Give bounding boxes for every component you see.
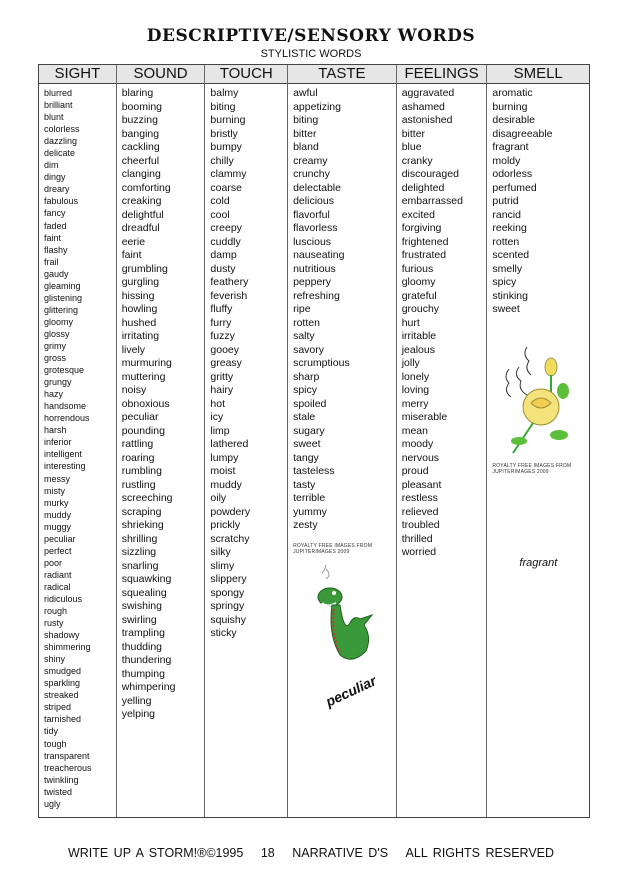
word-item: rusty [44, 618, 64, 629]
word-item: lonely [401, 370, 430, 383]
word-item: radiant [44, 569, 72, 580]
image-caption: fragrant [519, 557, 558, 569]
image-caption: peculiar [323, 672, 379, 710]
word-item: treacherous [44, 762, 92, 773]
column-header: SIGHT [39, 65, 116, 84]
word-item: frightened [401, 235, 449, 248]
word-item: nutritious [293, 262, 336, 275]
word-item: hot [210, 397, 225, 410]
word-item: colorless [44, 124, 80, 135]
word-item: coarse [210, 181, 242, 194]
word-item: spicy [492, 276, 517, 288]
word-item: moody [401, 438, 434, 450]
word-item: streaked [44, 690, 79, 701]
word-item: screeching [121, 492, 173, 504]
word-item: moldy [492, 154, 521, 167]
word-item: silky [210, 546, 231, 558]
word-item: rotten [293, 316, 320, 329]
word-item: slippery [210, 573, 247, 585]
column-sight [39, 65, 117, 817]
word-item: transparent [44, 750, 90, 761]
word-item: thrilled [401, 532, 433, 545]
column-header: FEELINGS [397, 65, 487, 84]
word-item: flavorless [293, 222, 338, 234]
word-item: messy [44, 473, 71, 484]
word-item: fuzzy [210, 330, 235, 342]
image-credit: ROYALTY FREE IMAGES FROM JUPITERIMAGES 2009 [293, 543, 373, 555]
word-item: yummy [293, 505, 327, 518]
column-header: TOUCH [205, 65, 287, 84]
word-item: spoiled [293, 397, 327, 410]
word-item: grouchy [401, 303, 440, 315]
word-item: peculiar [121, 411, 159, 423]
word-item: twinkling [44, 774, 79, 785]
word-item: tidy [44, 726, 59, 737]
rose-illustration [497, 345, 577, 460]
word-item: horrendous [44, 413, 90, 424]
word-item: hissing [121, 289, 155, 302]
word-item: hazy [44, 389, 64, 400]
word-item: cool [210, 208, 230, 221]
word-item: excited [401, 208, 435, 221]
column-touch [205, 65, 288, 817]
word-item: bitter [293, 127, 317, 140]
word-item: swishing [121, 600, 162, 612]
footer-copyright: WRITE UP A STORM!®©1995 [67, 846, 244, 860]
word-item: thudding [121, 640, 163, 653]
word-item: biting [210, 100, 236, 113]
word-item: sticky [210, 627, 237, 639]
word-item: inferior [44, 437, 72, 448]
word-item: peppery [293, 276, 332, 288]
word-item: rustling [121, 478, 156, 491]
word-item: delightful [121, 208, 164, 221]
word-item: aromatic [492, 87, 533, 99]
word-item: bitter [401, 127, 426, 140]
word-item: muddy [210, 478, 242, 491]
word-item: restless [401, 492, 438, 504]
word-item: discouraged [401, 168, 459, 180]
word-item: perfumed [492, 181, 537, 194]
word-item: blunt [44, 112, 64, 123]
word-item: lively [121, 343, 146, 356]
word-item: faint [44, 232, 62, 243]
word-item: nauseating [293, 249, 345, 261]
word-item: burning [492, 100, 528, 113]
word-item: poor [44, 557, 63, 568]
word-item: lumpy [210, 451, 239, 464]
word-item: gloomy [401, 276, 436, 288]
word-item: creepy [210, 222, 242, 234]
word-item: zesty [293, 519, 318, 531]
word-item: thumping [121, 667, 165, 680]
word-item: bland [293, 141, 319, 153]
column-sound [117, 65, 206, 817]
word-item: grumbling [121, 262, 168, 275]
word-item: gritty [210, 370, 234, 383]
word-item: flashy [44, 244, 68, 255]
word-item: creamy [293, 154, 328, 167]
word-item: trampling [121, 627, 165, 639]
word-item: delicate [44, 148, 76, 159]
word-item: irritable [401, 330, 437, 342]
dragon-illustration [308, 565, 378, 685]
word-item: misty [44, 485, 65, 496]
word-item: bumpy [210, 141, 242, 153]
word-list [117, 84, 205, 722]
word-item: sugary [293, 424, 325, 437]
word-item: appetizing [293, 100, 341, 113]
word-item: chilly [210, 154, 234, 167]
word-item: radical [44, 581, 71, 592]
word-item: shadowy [44, 630, 80, 641]
word-item: handsome [44, 401, 87, 412]
page-footer [0, 846, 622, 860]
word-item: grungy [44, 377, 72, 388]
word-item: pounding [121, 424, 165, 437]
word-item: icy [210, 411, 224, 423]
word-item: damp [210, 249, 237, 261]
word-item: embarrassed [401, 195, 463, 207]
word-item: buzzing [121, 114, 158, 126]
word-item: crunchy [293, 168, 330, 180]
word-item: clanging [121, 168, 161, 180]
word-item: ridiculous [44, 593, 83, 604]
word-item: refreshing [293, 289, 340, 302]
word-item: blaring [121, 87, 154, 99]
word-item: sweet [293, 438, 321, 450]
word-item: frustrated [401, 249, 447, 261]
word-item: snarling [121, 559, 159, 572]
word-item: tough [44, 738, 67, 749]
word-item: sharp [293, 370, 320, 383]
word-item: irritating [121, 330, 160, 342]
word-item: oily [210, 492, 227, 504]
word-item: awful [293, 87, 318, 99]
word-item: brilliant [44, 100, 73, 111]
word-item: shiny [44, 654, 66, 665]
word-list [397, 84, 487, 560]
word-item: slimy [210, 559, 235, 572]
word-item: squawking [121, 573, 172, 585]
word-item: terrible [293, 492, 326, 504]
word-item: burning [210, 114, 246, 126]
word-item: loving [401, 384, 430, 396]
word-item: bristly [210, 127, 238, 140]
word-item: pleasant [401, 478, 442, 491]
word-item: eerie [121, 235, 146, 248]
word-item: glittering [44, 304, 79, 315]
word-item: grateful [401, 289, 437, 302]
word-item: blurred [44, 88, 73, 98]
word-item: dreadful [121, 222, 160, 234]
word-item: limp [210, 424, 230, 437]
word-item: smudged [44, 666, 82, 677]
word-item: proud [401, 465, 429, 477]
word-item: noisy [121, 384, 147, 396]
word-item: sparkling [44, 678, 81, 689]
word-item: balmy [210, 87, 239, 99]
word-item: scented [492, 249, 530, 261]
word-item: miserable [401, 411, 448, 423]
word-item: smelly [492, 262, 523, 275]
word-item: twisted [44, 786, 73, 797]
word-item: odorless [492, 168, 533, 180]
word-item: squishy [210, 613, 246, 626]
page-subtitle: STYLISTIC WORDS [260, 48, 362, 60]
word-item: hairy [210, 384, 234, 396]
word-item: biting [293, 114, 319, 126]
word-item: scratchy [210, 532, 250, 545]
word-item: shrieking [121, 519, 164, 531]
word-item: striped [44, 702, 72, 713]
word-item: jolly [401, 357, 420, 369]
word-item: fragrant [492, 141, 529, 153]
word-item: shimmering [44, 642, 91, 653]
word-item: frail [44, 256, 59, 267]
word-item: delicious [293, 195, 334, 207]
word-item: tasteless [293, 465, 335, 477]
word-item: desirable [492, 114, 535, 126]
word-item: creaking [121, 195, 162, 207]
word-item: muddy [44, 509, 72, 520]
word-item: gurgling [121, 276, 160, 288]
word-item: thundering [121, 654, 172, 666]
word-item: murmuring [121, 357, 172, 369]
word-item: dingy [44, 172, 66, 183]
word-item: scrumptious [293, 357, 350, 369]
word-item: murky [44, 497, 69, 508]
word-item: dazzling [44, 136, 78, 147]
word-item: lathered [210, 438, 249, 450]
word-item: glistening [44, 292, 83, 303]
word-item: grotesque [44, 365, 85, 376]
word-item: tarnished [44, 714, 82, 725]
word-item: fluffy [210, 303, 233, 315]
word-item: delectable [293, 181, 341, 194]
word-item: ugly [44, 798, 61, 809]
word-item: blue [401, 141, 422, 153]
word-item: rumbling [121, 465, 162, 477]
word-item: howling [121, 303, 158, 315]
word-item: cold [210, 195, 230, 207]
word-item: rattling [121, 438, 154, 450]
word-item: luscious [293, 235, 332, 248]
word-item: rancid [492, 208, 521, 221]
word-list [487, 84, 589, 317]
column-smell [487, 65, 589, 817]
word-item: feathery [210, 276, 249, 288]
word-list [288, 84, 396, 533]
word-item: reeking [492, 222, 527, 234]
word-item: rough [44, 606, 68, 617]
word-item: merry [401, 397, 429, 410]
word-item: sweet [492, 303, 520, 315]
column-header: SMELL [487, 65, 589, 84]
word-item: salty [293, 330, 315, 342]
word-item: muttering [121, 370, 166, 383]
word-item: moist [210, 465, 236, 477]
word-item: gleaming [44, 280, 81, 291]
word-item: gross [44, 353, 67, 364]
page-title: DESCRIPTIVE/SENSORY WORDS [146, 26, 476, 46]
word-item: powdery [210, 505, 251, 518]
word-list [39, 84, 116, 810]
word-list [205, 84, 287, 641]
word-item: whimpering [121, 681, 176, 693]
word-item: grimy [44, 340, 66, 351]
word-item: dim [44, 160, 59, 171]
word-item: forgiving [401, 222, 442, 234]
image-credit: ROYALTY FREE IMAGES FROM JUPITERIMAGES 2009 [492, 463, 572, 475]
word-item: prickly [210, 519, 241, 531]
word-item: swirling [121, 613, 157, 626]
word-item: harsh [44, 425, 67, 436]
word-item: faint [121, 249, 142, 261]
word-item: springy [210, 600, 245, 612]
word-item: furious [401, 262, 434, 275]
word-item: spongy [210, 586, 245, 599]
word-item: troubled [401, 519, 440, 531]
word-item: hurt [401, 316, 420, 329]
word-item: faded [44, 220, 67, 231]
word-item: yelling [121, 694, 152, 707]
word-item: comforting [121, 181, 171, 194]
word-item: fancy [44, 208, 66, 219]
column-header: SOUND [117, 65, 205, 84]
word-item: putrid [492, 195, 519, 207]
word-item: flavorful [293, 208, 330, 221]
word-item: relieved [401, 505, 439, 518]
word-item: greasy [210, 357, 242, 369]
word-item: savory [293, 343, 325, 356]
footer-section: NARRATIVE D'S [292, 846, 389, 860]
word-item: astonished [401, 114, 453, 126]
word-item: peculiar [44, 533, 76, 544]
word-item: scraping [121, 505, 162, 518]
word-item: cackling [121, 141, 160, 153]
word-item: booming [121, 100, 162, 113]
word-item: ashamed [401, 100, 445, 113]
word-item: gooey [210, 343, 239, 356]
word-item: hushed [121, 316, 157, 329]
word-item: feverish [210, 289, 248, 302]
word-table [38, 64, 590, 818]
word-item: banging [121, 127, 160, 140]
word-item: cheerful [121, 154, 160, 167]
word-item: gaudy [44, 268, 69, 279]
word-item: dusty [210, 262, 236, 275]
word-item: gloomy [44, 316, 74, 327]
page-number: 18 [260, 846, 275, 860]
word-item: stinking [492, 289, 528, 302]
word-item: tangy [293, 451, 319, 464]
word-item: cranky [401, 154, 433, 167]
column-taste [288, 65, 397, 817]
word-item: obnoxious [121, 397, 170, 410]
word-item: stale [293, 411, 316, 423]
word-item: intelligent [44, 449, 83, 460]
word-item: dreary [44, 184, 70, 195]
word-item: fabulous [44, 196, 79, 207]
word-item: sizzling [121, 546, 157, 558]
word-item: perfect [44, 545, 72, 556]
word-item: nervous [401, 451, 440, 464]
word-item: rotten [492, 235, 520, 248]
word-item: tasty [293, 478, 316, 491]
word-item: worried [401, 546, 437, 558]
word-item: jealous [401, 343, 435, 356]
word-item: delighted [401, 181, 445, 194]
word-item: ripe [293, 303, 311, 315]
word-item: cuddly [210, 235, 241, 248]
word-item: glossy [44, 328, 70, 339]
word-item: interesting [44, 461, 86, 472]
word-item: roaring [121, 451, 155, 464]
column-header: TASTE [288, 65, 396, 84]
word-item: shrilling [121, 532, 158, 545]
word-item: aggravated [401, 87, 455, 99]
word-item: squealing [121, 586, 167, 599]
word-item: clammy [210, 168, 247, 180]
word-item: muggy [44, 521, 72, 532]
word-item: mean [401, 424, 428, 437]
word-item: spicy [293, 384, 318, 396]
word-item: yelping [121, 708, 155, 720]
word-item: furry [210, 316, 232, 329]
word-item: disagreeable [492, 127, 553, 140]
footer-rights: ALL RIGHTS RESERVED [405, 846, 555, 860]
column-feelings [397, 65, 488, 817]
